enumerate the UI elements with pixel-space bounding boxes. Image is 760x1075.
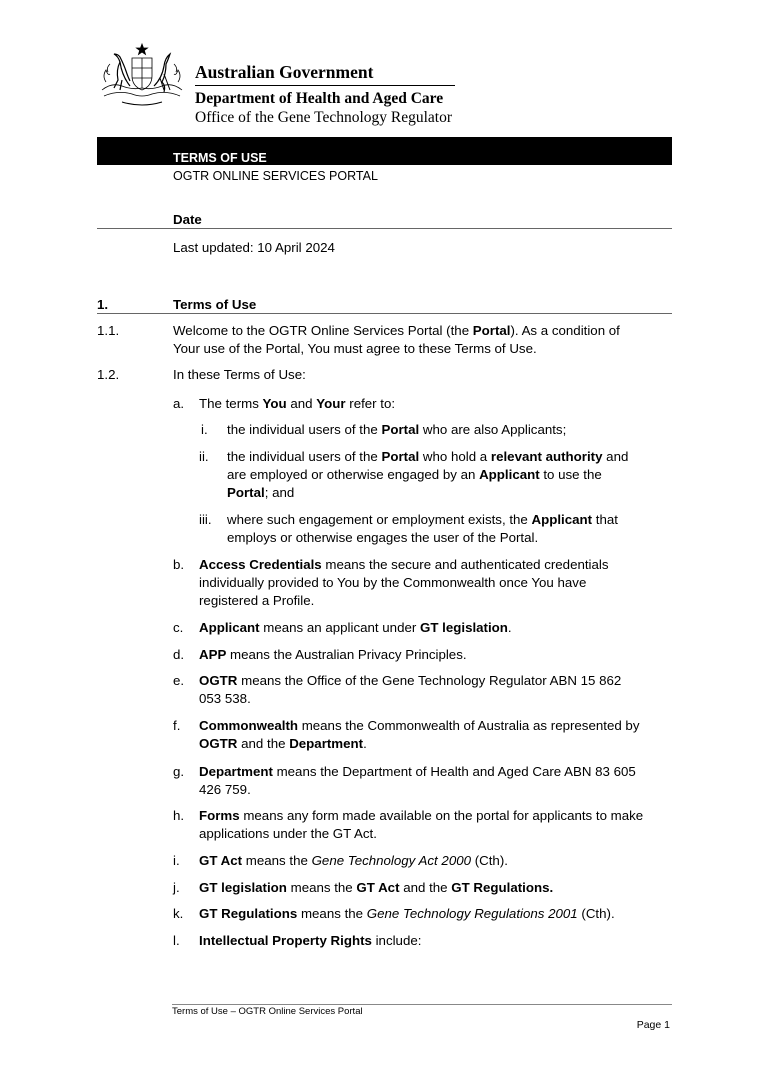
definition: applications under the GT Act. <box>199 826 377 841</box>
definition: APP means the Australian Privacy Principles. <box>199 647 467 662</box>
department-name: Department of Health and Aged Care <box>195 90 444 107</box>
definition: GT Regulations means the Gene Technology Regulations 2001 (Cth). <box>199 906 615 921</box>
definition: OGTR and the Department. <box>199 736 367 751</box>
list-item: Portal; and <box>227 485 295 500</box>
list-label: e. <box>173 673 185 688</box>
header-divider <box>195 85 455 86</box>
list-label: h. <box>173 808 185 823</box>
government-name: Australian Government <box>195 62 374 82</box>
list-label: c. <box>173 620 184 635</box>
list-item: are employed or otherwise engaged by an Applicant to use the <box>227 467 602 482</box>
list-item: the individual users of the Portal who hold a relevant authority and <box>227 449 629 464</box>
list-item: employs or otherwise engages the user of the Portal. <box>227 530 539 545</box>
document-subtitle: OGTR ONLINE SERVICES PORTAL <box>173 169 378 183</box>
clause-text: In these Terms of Use: <box>173 367 306 382</box>
definition: Department means the Department of Health and Aged Care ABN 83 605 <box>199 764 636 779</box>
page-number: Page 1 <box>636 1019 670 1031</box>
section-number: 1. <box>97 297 109 312</box>
list-label: f. <box>173 718 181 733</box>
clause-text: Your use of the Portal, You must agree to these Terms of Use. <box>173 341 537 356</box>
section-divider <box>97 313 672 314</box>
list-label: i. <box>201 422 208 437</box>
coat-of-arms-logo <box>98 42 186 110</box>
list-label: iii. <box>199 512 212 527</box>
definition: registered a Profile. <box>199 593 315 608</box>
definition: Forms means any form made available on the portal for applicants to make <box>199 808 644 823</box>
definition: Applicant means an applicant under GT legislation. <box>199 620 512 635</box>
definition: 053 538. <box>199 691 251 706</box>
list-item: The terms You and Your refer to: <box>199 396 396 411</box>
list-label: i. <box>173 853 180 868</box>
definition: Access Credentials means the secure and authenticated credentials <box>199 557 609 572</box>
definition: OGTR means the Office of the Gene Technology Regulator ABN 15 862 <box>199 673 622 688</box>
definition: GT Act means the Gene Technology Act 2000 (Cth). <box>199 853 508 868</box>
definition: 426 759. <box>199 782 251 797</box>
list-item: where such engagement or employment exists, the Applicant that <box>227 512 618 527</box>
date-heading: Date <box>173 212 202 227</box>
date-divider <box>97 228 672 229</box>
clause-number: 1.1. <box>97 323 120 338</box>
list-item: the individual users of the Portal who are also Applicants; <box>227 422 567 437</box>
list-label: l. <box>173 933 180 948</box>
list-label: g. <box>173 764 185 779</box>
document-title: TERMS OF USE <box>173 151 267 165</box>
definition: Commonwealth means the Commonwealth of Australia as represented by <box>199 718 640 733</box>
last-updated: Last updated: 10 April 2024 <box>173 240 335 255</box>
list-label: ii. <box>199 449 209 464</box>
clause-number: 1.2. <box>97 367 120 382</box>
footer-divider <box>172 1004 672 1005</box>
footer-text: Terms of Use – OGTR Online Services Portal <box>172 1006 363 1017</box>
list-label: d. <box>173 647 185 662</box>
list-label: a. <box>173 396 185 411</box>
office-name: Office of the Gene Technology Regulator <box>195 109 453 126</box>
section-title: Terms of Use <box>173 297 257 312</box>
definition: individually provided to You by the Commonwealth once You have <box>199 575 587 590</box>
list-label: b. <box>173 557 185 572</box>
list-label: j. <box>173 880 180 895</box>
definition: Intellectual Property Rights include: <box>199 933 422 948</box>
definition: GT legislation means the GT Act and the GT Regulations. <box>199 880 554 895</box>
list-label: k. <box>173 906 184 921</box>
clause-text: Welcome to the OGTR Online Services Portal (the Portal). As a condition of <box>173 323 620 338</box>
